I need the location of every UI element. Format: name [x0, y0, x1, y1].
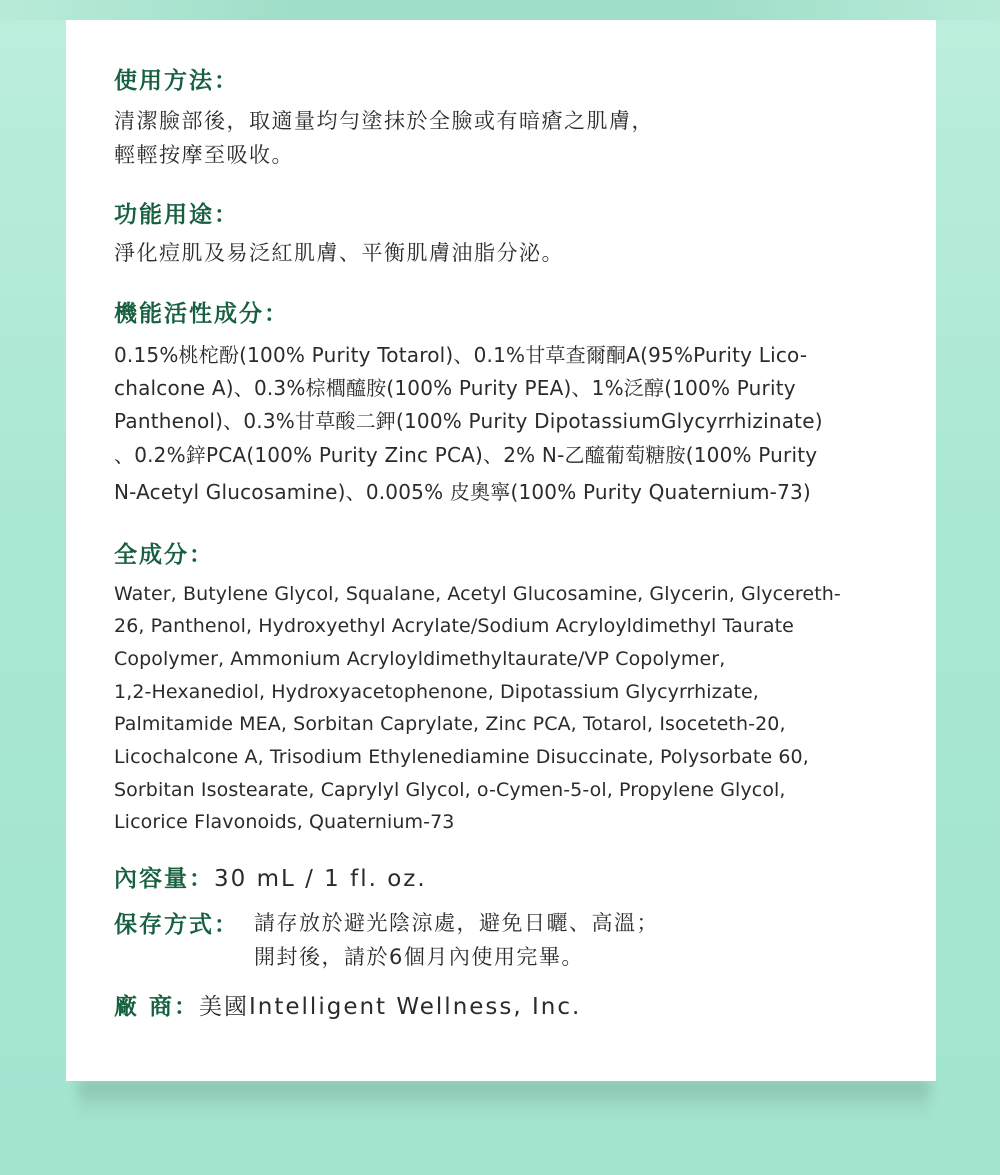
actives-line-3: Panthenol)、0.3%甘草酸二鉀(100% Purity DipotassiumGlycyrrhizinate) — [114, 409, 823, 433]
storage-row — [114, 906, 914, 976]
volume-row — [114, 860, 427, 893]
ingredients-line-6: Licochalcone A, Trisodium Ethylenediamine Disuccinate, Polysorbate 60, — [114, 746, 809, 768]
top-background-strip — [0, 0, 1000, 20]
actives-line-1: 0.15%桃柁酚(100% Purity Totarol)、0.1%甘草查爾酮A(95%Purity Lico- — [114, 343, 808, 367]
product-info-card — [66, 20, 936, 1081]
volume-label: 內容量： — [114, 866, 214, 892]
storage-line-2: 開封後，請於6個月內使用完畢。 — [254, 945, 584, 969]
usage-line-2: 輕輕按摩至吸收。 — [114, 143, 294, 167]
ingredients-line-1: Water, Butylene Glycol, Squalane, Acetyl Glucosamine, Glycerin, Glycereth- — [114, 583, 841, 605]
manufacturer-row — [114, 988, 581, 1021]
ingredients-line-8: Licorice Flavonoids, Quaternium-73 — [114, 811, 455, 833]
storage-label: 保存方式： — [114, 912, 239, 938]
actives-line-5: N-Acetyl Glucosamine)、0.005% 皮奧寧(100% Purity Quaternium-73) — [114, 480, 811, 504]
manufacturer-value: 美國Intelligent Wellness, Inc. — [199, 994, 582, 1020]
ingredients-line-3: Copolymer, Ammonium Acryloyldimethyltaurate/VP Copolymer, — [114, 648, 726, 670]
ingredients-line-2: 26, Panthenol, Hydroxyethyl Acrylate/Sodium Acryloyldimethyl Taurate — [114, 615, 794, 637]
ingredients-heading: 全成分： — [114, 542, 214, 568]
storage-line-1: 請存放於避光陰涼處，避免日曬、高溫； — [254, 911, 659, 935]
usage-line-1: 清潔臉部後，取適量均勻塗抹於全臉或有暗瘡之肌膚， — [114, 109, 654, 133]
storage-value — [254, 906, 659, 974]
card-shadow — [78, 1080, 930, 1120]
actives-line-4: 、0.2%鋅PCA(100% Purity Zinc PCA)、2% N-乙醯葡萄糖胺(100% Purity — [114, 443, 818, 467]
ingredients-line-4: 1,2-Hexanediol, Hydroxyacetophenone, Dipotassium Glycyrrhizate, — [114, 681, 759, 703]
usage-heading: 使用方法： — [114, 68, 239, 94]
ingredients-line-5: Palmitamide MEA, Sorbitan Caprylate, Zinc PCA, Totarol, Isoceteth-20, — [114, 713, 786, 735]
function-line-1: 淨化痘肌及易泛紅肌膚、平衡肌膚油脂分泌。 — [114, 241, 564, 265]
actives-line-2: chalcone A)、0.3%棕櫚醯胺(100% Purity PEA)、1%泛醇(100% Purity — [114, 376, 796, 400]
ingredients-line-7: Sorbitan Isostearate, Caprylyl Glycol, o-Cymen-5-ol, Propylene Glycol, — [114, 779, 786, 801]
manufacturer-label: 廠 商： — [114, 994, 200, 1020]
actives-heading: 機能活性成分： — [114, 301, 289, 327]
volume-value: 30 mL / 1 fl. oz. — [214, 866, 427, 892]
function-heading: 功能用途： — [114, 202, 239, 228]
